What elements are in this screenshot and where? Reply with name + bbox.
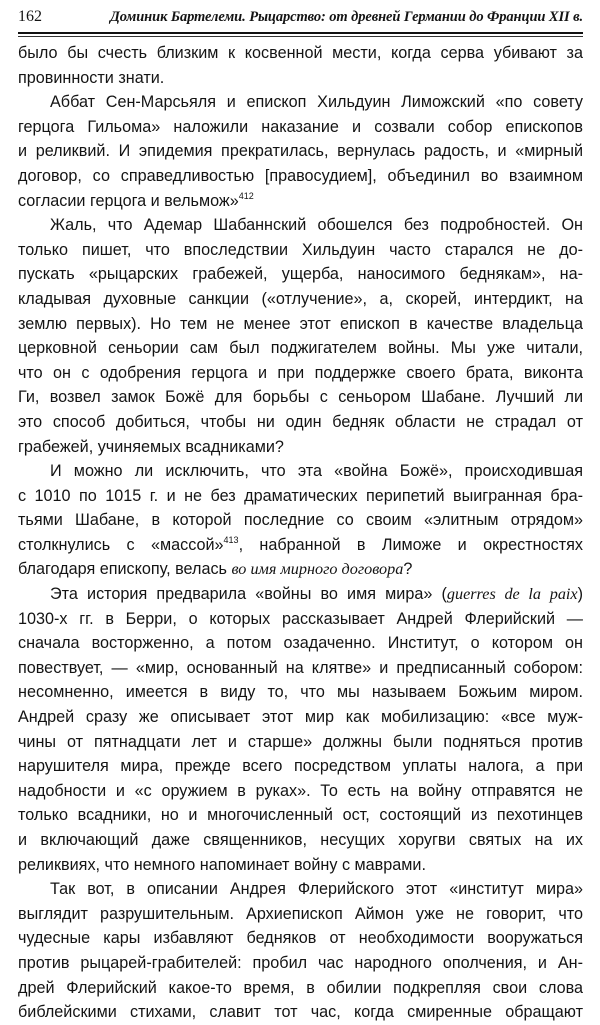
paragraph — [18, 41, 583, 90]
body-text — [18, 41, 583, 1025]
paragraph — [18, 90, 583, 213]
text-line: Ги, возвел замок Божё для борьбы с сеньором Шабане. Лучший ли — [18, 388, 583, 407]
text-span: ? — [403, 560, 413, 579]
text-line: выглядит разрушительным. Архиепископ Аймон уже не говорит, что — [18, 904, 583, 923]
text-line: что он с одобрения герцога и при поддержке своего брата, виконта — [18, 363, 583, 382]
text-line: И можно ли исключить, что эта «война Божё», происходившая — [50, 462, 583, 481]
text-span: ) — [577, 585, 583, 604]
text-span: столкнулись с «массой» — [18, 535, 224, 554]
paragraph — [18, 213, 583, 459]
text-line: библейскими стихами, славит тот час, когда смиренные обращают — [18, 1003, 583, 1022]
paragraph — [18, 877, 583, 1025]
text-line: повествует, — «мир, основанный на клятве» и предписанный собором: — [18, 658, 583, 677]
paragraph — [18, 459, 583, 582]
text-line: 1030-х гг. в Берри, о которых рассказывает Андрей Флерийский — — [18, 609, 583, 628]
text-line: пускать «рыцарских грабежей, ущерба, наносимого беднякам», на- — [18, 265, 583, 284]
text-line: надобности и «с оружием в руках». То есть на войну отправятся не — [18, 781, 583, 800]
text-span: , набранной в Лиможе и окрестностях — [238, 535, 583, 554]
text-line: и включающий даже священников, несущих хоругви святых на их — [18, 831, 583, 849]
text-line: церковной сеньории сам был поджигателем войны. Мы уже читали, — [18, 339, 583, 358]
text-line — [18, 189, 583, 214]
text-span: Эта история предварила «войны во имя мира» ( — [50, 585, 447, 604]
page-number: 162 — [18, 8, 42, 25]
text-line: несомненно, имеется в виду то, что мы называем Божьим миром. — [18, 683, 583, 702]
text-line: Так вот, в описании Андрея Флерийского этот «институт мира» — [50, 880, 583, 899]
text-line: тьями Шабане, в которой последние со своим «элитным отрядом» — [18, 511, 583, 530]
text-line: договор, со справедливостью [правосудием], объединил во взаимном — [18, 166, 583, 185]
text-line: это способ добиться, чтобы ни один бедняк области не страдал от — [18, 412, 583, 431]
italic-phrase: во имя мирного договора — [231, 560, 404, 579]
header-rule-thick — [18, 32, 583, 34]
text-line: дрей Флерийский какое-то время, в обилии подкрепляя свои слова — [18, 978, 583, 997]
text-line: кладывая духовные санкции («отлучение», а, скорей, интердикт, на — [18, 289, 583, 308]
text-line — [18, 557, 583, 582]
footnote-ref[interactable]: 413 — [223, 534, 239, 545]
text-line: провинности знати. — [18, 68, 165, 87]
text-line: Жаль, что Адемар Шабаннский обошелся без подробностей. Он — [50, 216, 583, 235]
text-span: благодаря епископу, велась — [18, 560, 232, 579]
text-line: только всадники, но и многочисленный ост, состоящий из пехотинцев — [18, 806, 583, 825]
text-line: нарушителя мира, прежде всего посредством уплаты налога, а при — [18, 757, 583, 776]
text-span: согласии герцога и вельмож» — [18, 191, 239, 210]
running-header — [18, 8, 583, 28]
text-line: реликвиях, что немного напоминает войну с маврами. — [18, 855, 426, 874]
text-line: грабежей, учиняемых всадниками? — [18, 437, 284, 456]
text-line: чины от пятнадцати лет и старше» должны были подняться против — [18, 732, 583, 751]
text-line: чудесные кары избавляют бедняков от необходимости вооружаться — [18, 929, 583, 948]
text-line: герцога Гильома» наложили наказание и созвали собор епископов — [18, 117, 583, 136]
text-line: с 1010 по 1015 г. и не без драматических перипетий выигранная бра- — [18, 486, 583, 505]
footnote-ref[interactable]: 412 — [238, 190, 254, 201]
text-line: против рыцарей-грабителей: пробил час народного ополчения, и Ан- — [18, 953, 583, 972]
text-line: землю первых). Но тем не менее этот епископ в качестве владельца — [18, 314, 583, 333]
text-line: только пишет, что впоследствии Хильдуин часто старался не до- — [18, 240, 583, 259]
text-line: было бы счесть близким к косвенной мести, когда серва убивают за — [18, 44, 583, 62]
paragraph — [18, 582, 583, 877]
italic-phrase: guerres de la paix — [446, 585, 578, 604]
text-line: сначала восторженно, а потом озадаченно. Институт, о котором он — [18, 634, 583, 653]
text-line — [18, 582, 583, 607]
text-line: Аббат Сен-Марсьяля и епископ Хильдуин Лиможский «по совету — [50, 93, 583, 112]
book-page — [18, 8, 583, 1025]
text-line: Андрей сразу же описывает этот мир как мобилизацию: «все муж- — [18, 708, 583, 727]
text-line — [18, 533, 583, 558]
header-rule-thin — [18, 36, 583, 37]
running-title: Доминик Бартелеми. Рыцарство: от древней Германии до Франции XII в. — [109, 9, 583, 25]
text-line: и реликвий. И эпидемия прекратилась, вернулась радость, и «мирный — [18, 142, 583, 161]
